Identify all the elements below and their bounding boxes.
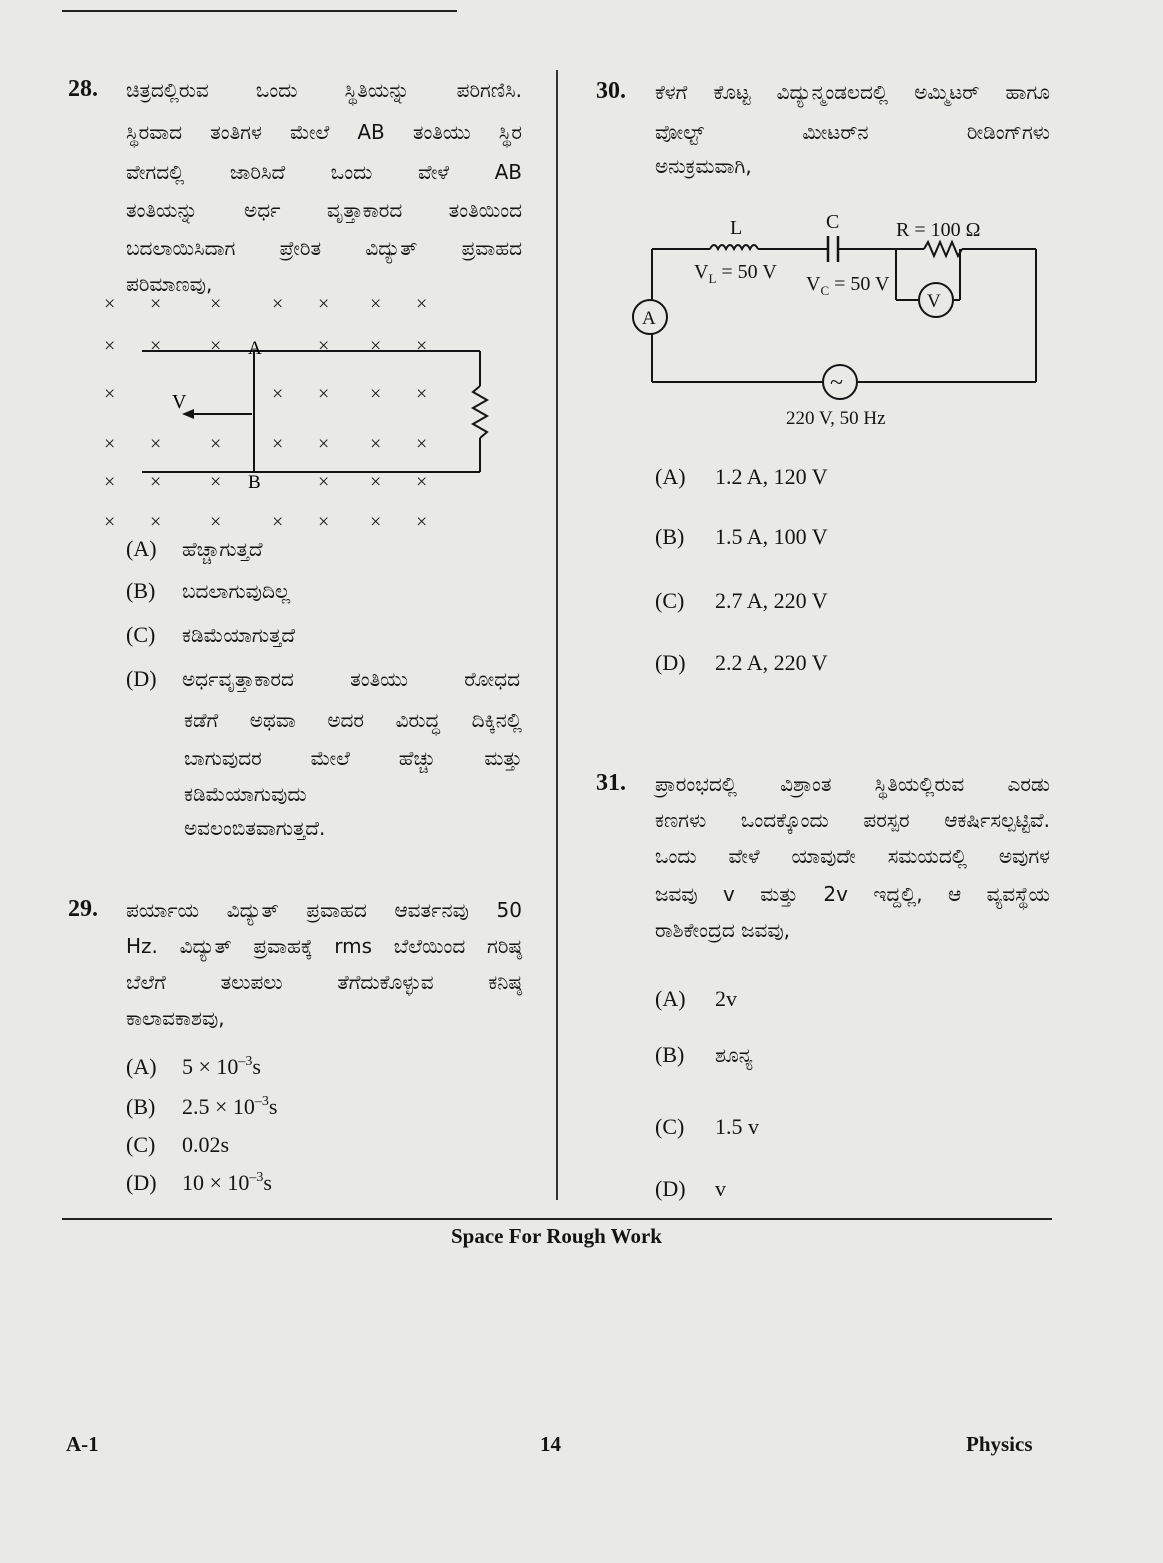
option-text: ಕಡಿಮೆಯಾಗುತ್ತದೆ [182, 623, 296, 647]
q28-option-c[interactable] [126, 622, 295, 648]
option-label: (A) [126, 1054, 157, 1079]
velocity-label: V [172, 391, 187, 413]
q31-option-b[interactable] [655, 1042, 753, 1068]
footer-rule [62, 1218, 1052, 1220]
q28-option-b[interactable] [126, 578, 290, 604]
q31-stem-line2: ಕಣಗಳು ಒಂದಕ್ಕೊಂದು ಪರಸ್ಪರ ಆಕರ್ಷಿಸಲ್ಪಟ್ಟಿವೆ. [655, 808, 1050, 832]
field-cross: × [272, 511, 284, 533]
ac-source-symbol: ~ [830, 370, 843, 396]
field-cross: × [416, 293, 428, 315]
q29-stem-line3: ಬೆಲೆಗೆ ತಲುಪಲು ತೆಗೆದುಕೊಳ್ಳುವ ಕನಿಷ್ಠ [126, 970, 522, 994]
page-number: 14 [540, 1432, 561, 1456]
option-label: (A) [126, 536, 157, 561]
q29-stem-line1: ಪರ್ಯಾಯ ವಿದ್ಯುತ್ ಪ್ರವಾಹದ ಆವರ್ತನವು 50 [126, 898, 522, 922]
q31-stem-line3: ಒಂದು ವೇಳೆ ಯಾವುದೇ ಸಮಯದಲ್ಲಿ ಅವುಗಳ [655, 844, 1050, 868]
resistor-zigzag [473, 386, 487, 438]
q31-stem-line4: ಜವವು v ಮತ್ತು 2v ಇದ್ದಲ್ಲಿ, ಆ ವ್ಯವಸ್ಥೆಯ [655, 882, 1050, 906]
source-label: 220 V, 50 Hz [786, 408, 886, 429]
q30-option-a[interactable] [655, 464, 828, 490]
option-text: 1.2 A, 120 V [715, 464, 828, 489]
q28-figure [90, 290, 500, 540]
field-cross: × [210, 471, 222, 493]
field-cross: × [104, 383, 116, 405]
field-cross: × [210, 293, 222, 315]
field-cross: × [370, 433, 382, 455]
option-text: ಅರ್ಧವೃತ್ತಾಕಾರದ ತಂತಿಯು ರೋಧದ [182, 667, 520, 691]
option-text: 2v [715, 986, 737, 1011]
option-label: (A) [655, 464, 686, 489]
option-label: (C) [126, 622, 156, 647]
field-cross: × [370, 335, 382, 357]
field-cross: × [370, 471, 382, 493]
option-text: ಬದಲಾಗುವುದಿಲ್ಲ [182, 579, 291, 603]
option-label: (D) [126, 666, 157, 691]
ammeter-label: A [642, 308, 656, 329]
q29-stem-line4: ಕಾಲಾವಕಾಶವು, [126, 1006, 225, 1030]
field-cross: × [150, 335, 162, 357]
option-label: (D) [655, 650, 686, 675]
option-label: (C) [126, 1132, 156, 1157]
field-cross: × [150, 293, 162, 315]
field-cross: × [416, 383, 428, 405]
field-cross: × [370, 293, 382, 315]
option-base: 0.02s [182, 1132, 230, 1157]
q31-stem-line1: ಪ್ರಾರಂಭದಲ್ಲಿ ವಿಶ್ರಾಂತ ಸ್ಥಿತಿಯಲ್ಲಿರುವ ಎರಡು [655, 772, 1050, 796]
q31-option-c[interactable] [655, 1114, 759, 1140]
point-b-label: B [248, 472, 261, 493]
q28-option-d-line2: ಕಡೆಗೆ ಅಥವಾ ಅದರ ವಿರುದ್ಧ ದಿಕ್ಕಿನಲ್ಲಿ [184, 708, 522, 732]
q28-option-d-line5: ಅವಲಂಬಿತವಾಗುತ್ತದೆ. [184, 816, 326, 840]
option-text: 2.2 A, 220 V [715, 650, 828, 675]
q30-circuit [630, 204, 1050, 434]
field-cross: × [318, 471, 330, 493]
q28-stem-line2: ಸ್ಥಿರವಾದ ತಂತಿಗಳ ಮೇಲೆ AB ತಂತಿಯು ಸ್ಥಿರ [126, 120, 522, 144]
paper-code: A-1 [66, 1432, 99, 1456]
option-text: 1.5 v [715, 1114, 759, 1139]
inductor-coil [710, 245, 758, 249]
q31-option-d[interactable] [655, 1176, 726, 1202]
q29-number: 29. [68, 896, 98, 922]
voltmeter-label: V [927, 291, 941, 312]
option-label: (B) [655, 524, 685, 549]
field-cross: × [370, 511, 382, 533]
option-exponent: –3 [238, 1054, 253, 1069]
q28-stem-line1: ಚಿತ್ರದಲ್ಲಿರುವ ಒಂದು ಸ್ಥಿತಿಯನ್ನು ಪರಿಗಣಿಸಿ. [126, 78, 522, 102]
field-cross: × [150, 471, 162, 493]
capacitor-label: C [826, 211, 840, 233]
option-unit: s [268, 1094, 278, 1119]
field-cross: × [272, 383, 284, 405]
field-cross: × [318, 335, 330, 357]
option-label: (B) [126, 578, 156, 603]
field-cross: × [416, 335, 428, 357]
option-text: ಶೂನ್ಯ [715, 1043, 753, 1067]
field-cross: × [416, 471, 428, 493]
q28-stem-line3: ವೇಗದಲ್ಲಿ ಜಾರಿಸಿದೆ ಒಂದು ವೇಳೆ AB [126, 160, 522, 184]
field-cross: × [416, 433, 428, 455]
q28-number: 28. [68, 76, 98, 102]
q30-stem-line1: ಕೆಳಗೆ ಕೊಟ್ಟ ವಿದ್ಯುನ್ಮಂಡಲದಲ್ಲಿ ಅಮ್ಮಿಟರ್ ಹಾಗೂ [655, 80, 1050, 104]
option-base: 10 × 10 [182, 1170, 250, 1195]
field-cross: × [318, 383, 330, 405]
q28-stem-line6: ಪರಿಮಾಣವು, [126, 272, 213, 296]
field-cross: × [104, 433, 116, 455]
resistor-label: R = 100 Ω [896, 219, 981, 241]
field-cross: × [272, 293, 284, 315]
option-unit: s [263, 1170, 272, 1195]
option-unit: s [252, 1054, 261, 1079]
option-label: (C) [655, 588, 685, 613]
q31-stem-line5: ರಾಶಿಕೇಂದ್ರದ ಜವವು, [655, 918, 791, 942]
q30-stem-line2: ವೋಲ್ಟ್ ಮೀಟರ್‌ನ ರೀಡಿಂಗ್‌ಗಳು [655, 120, 1050, 144]
field-cross: × [318, 433, 330, 455]
rough-work-label: Space For Rough Work [450, 1224, 662, 1248]
subject-label: Physics [966, 1432, 1033, 1456]
option-base: 5 × 10 [182, 1054, 239, 1079]
q28-option-d-line3: ಬಾಗುವುದರ ಮೇಲೆ ಹೆಚ್ಚು ಮತ್ತು [184, 746, 522, 770]
q30-option-d[interactable] [655, 650, 828, 676]
field-cross: × [104, 511, 116, 533]
option-label: (B) [655, 1042, 685, 1067]
option-label: (C) [655, 1114, 685, 1139]
q31-option-a[interactable] [655, 986, 737, 1012]
field-cross: × [416, 511, 428, 533]
q30-number: 30. [596, 78, 626, 104]
field-cross: × [104, 335, 116, 357]
option-text: ಹೆಚ್ಚಾಗುತ್ತದೆ [182, 537, 263, 561]
magnetic-field-crosses [104, 293, 427, 533]
option-base: 2.5 × 10 [182, 1094, 255, 1119]
q28-option-d-line4: ಕಡಿಮೆಯಾಗುವುದು [184, 782, 307, 806]
q29-option-a[interactable] [126, 1054, 261, 1080]
option-label: (A) [655, 986, 686, 1011]
option-text: 1.5 A, 100 V [715, 524, 828, 549]
option-exponent: –3 [249, 1170, 264, 1185]
q31-number: 31. [596, 770, 626, 796]
option-exponent: –3 [254, 1094, 269, 1109]
top-rule [62, 10, 457, 12]
field-cross: × [318, 293, 330, 315]
q29-option-b[interactable] [126, 1094, 277, 1120]
field-cross: × [104, 471, 116, 493]
q28-stem-line5: ಬದಲಾಯಿಸಿದಾಗ ಪ್ರೇರಿತ ವಿದ್ಯುತ್ ಪ್ರವಾಹದ [126, 236, 522, 260]
field-cross: × [150, 511, 162, 533]
q30-option-b[interactable] [655, 524, 828, 550]
field-cross: × [370, 383, 382, 405]
vc-label: $V_C = 50$ V [806, 273, 890, 298]
field-cross: × [104, 293, 116, 315]
resistor-symbol [924, 242, 962, 256]
field-cross: × [210, 433, 222, 455]
q29-option-c[interactable] [126, 1132, 229, 1158]
field-cross: × [318, 511, 330, 533]
column-divider [556, 70, 558, 1200]
point-a-label: A [248, 338, 262, 359]
option-label: (B) [126, 1094, 156, 1119]
option-label: (D) [655, 1176, 686, 1201]
inductor-label: L [730, 217, 743, 239]
field-cross: × [210, 511, 222, 533]
field-cross: × [272, 433, 284, 455]
q30-option-c[interactable] [655, 588, 828, 614]
q29-stem-line2: Hz. ವಿದ್ಯುತ್ ಪ್ರವಾಹಕ್ಕೆ rms ಬೆಲೆಯಿಂದ ಗರಿಷ್ಠ [126, 934, 522, 958]
option-label: (D) [126, 1170, 157, 1195]
q28-option-a[interactable] [126, 536, 263, 562]
q28-option-d[interactable] [126, 666, 522, 692]
q29-option-d[interactable] [126, 1170, 272, 1196]
vl-label: $V_L = 50$ V [694, 261, 777, 286]
q28-stem-line4: ತಂತಿಯನ್ನು ಅರ್ಧ ವೃತ್ತಾಕಾರದ ತಂತಿಯಿಂದ [126, 198, 522, 222]
field-cross: × [150, 433, 162, 455]
option-text: v [715, 1176, 726, 1201]
q30-stem-line3: ಅನುಕ್ರಮವಾಗಿ, [655, 154, 752, 178]
field-cross: × [210, 335, 222, 357]
option-text: 2.7 A, 220 V [715, 588, 828, 613]
